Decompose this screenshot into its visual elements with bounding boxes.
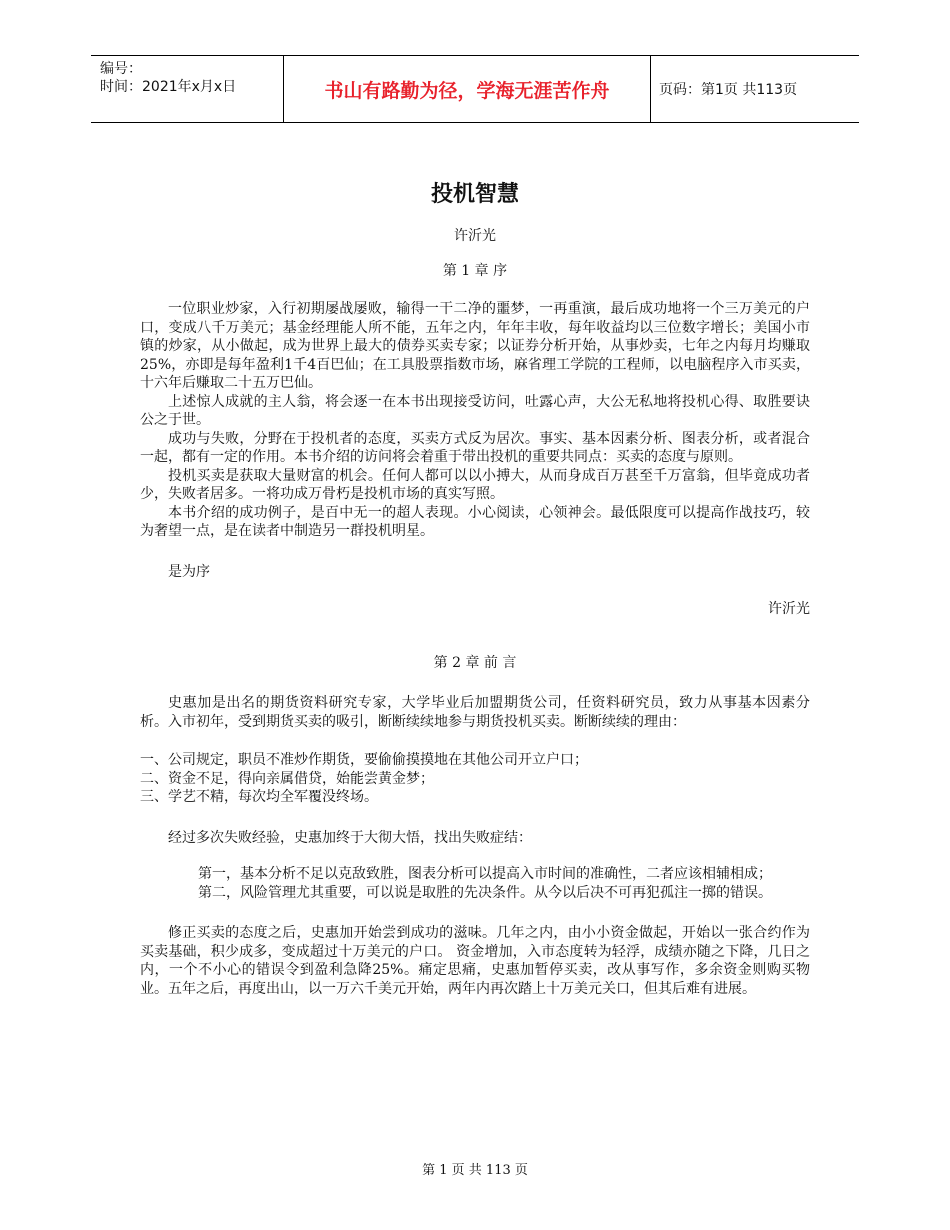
page-header [91,55,859,123]
paragraph: 投机买卖是获取大量财富的机会。任何人都可以以小搏大，从而身成百万甚至千万富翁，但毕竟成功者少，失败者居多。一将功成万骨朽是投机市场的真实写照。 [140,467,810,502]
story-paragraph: 修正买卖的态度之后，史惠加开始尝到成功的滋味。几年之内，由小小资金做起，开始以一张合约作为买卖基础，积少成多，变成超过十万美元的户口。 资金增加，入市态度转为轻浮，成绩亦随之下降，几日之内，一个不小心的错误令到盈利急降25%。痛定思痛，史惠加暂停买卖，改从事写作，多余资金则购买物业。五年之后，再度出山，以一万六千美元开始，两年内再次踏上十万美元关口，但其后难有进展。 [140,925,810,997]
preface-closing: 是为序 [168,563,210,580]
chapter-1-body [140,300,810,541]
lesson-text: 第二，风险管理尤其重要，可以说是取胜的先决条件。从今以后决不可再犯孤注一掷的错误。 [198,884,772,901]
paragraph: 成功与失败，分野在于投机者的态度，买卖方式反为居次。事实、基本因素分析、图表分析，或者混合一起，都有一定的作用。本书介绍的访问将会着重于带出投机的重要共同点：买卖的态度与原则。 [140,430,810,465]
list-item: 三、学艺不精，每次均全军覆没终场。 [140,789,378,805]
header-page-info: 页码：第1页 共113页 [659,82,798,98]
chapter-2-heading: 第 2 章 前 言 [433,654,517,671]
doc-title: 投机智慧 [430,182,519,207]
header-motto: 书山有路勤为径，学海无涯苦作舟 [284,56,651,122]
paragraph: 上述惊人成就的主人翁，将会逐一在本书出现接受访问，吐露心声，大公无私地将投机心得、取胜要诀公之于世。 [140,393,810,428]
list-item [140,865,810,884]
list-item [140,884,810,903]
page-footer: 第 1 页 共 113 页 [422,1163,528,1178]
reason-list [140,751,810,807]
time-label: 时间：2021年x月x日 [100,79,237,95]
header-meta [91,56,284,122]
number-label: 编号： [100,61,142,77]
list-item: 一、公司规定，职员不准炒作期货，要偷偷摸摸地在其他公司开立户口； [140,752,588,768]
document-body [140,178,810,998]
lesson-text: 第一，基本分析不足以克敌致胜，图表分析可以提高入市时间的准确性，二者应该相辅相成； [198,866,772,882]
lesson-list [140,865,810,902]
list-item: 二、资金不足，得向亲属借贷，始能尝黄金梦； [140,770,434,787]
chapter-1-heading: 第 1 章 序 [442,262,508,279]
paragraph: 一位职业炒家，入行初期屡战屡败，输得一干二净的噩梦，一再重演，最后成功地将一个三万美元的户口，变成八千万美元；基金经理能人所不能，五年之内，年年丰收，每年收益均以三位数字增长；美国小市镇的炒家，从小做起，成为世界上最大的债券买卖专家；以证券分析开始，从事炒卖，七年之内每月均赚取25%，亦即是每年盈利1千4百巴仙；在工具股票指数市场，麻省理工学院的工程师，以电脑程序入市买卖，十六年后赚取二十五万巴仙。 [140,301,810,391]
paragraph: 本书介绍的成功例子，是百中无一的超人表现。小心阅读，心领神会。最低限度可以提高作战技巧，较为奢望一点，是在读者中制造另一群投机明星。 [140,504,810,539]
doc-author: 许沂光 [454,228,496,244]
chapter-2-intro: 史惠加是出名的期货资料研究专家，大学毕业后加盟期货公司，任资料研究员，致力从事基本因素分析。入市初年，受到期货买卖的吸引，断断续续地参与期货投机买卖。断断续续的理由： [140,695,810,730]
lesson-intro: 经过多次失败经验，史惠加终于大彻大悟，找出失败症结： [168,829,532,846]
preface-signature: 许沂光 [768,601,810,617]
